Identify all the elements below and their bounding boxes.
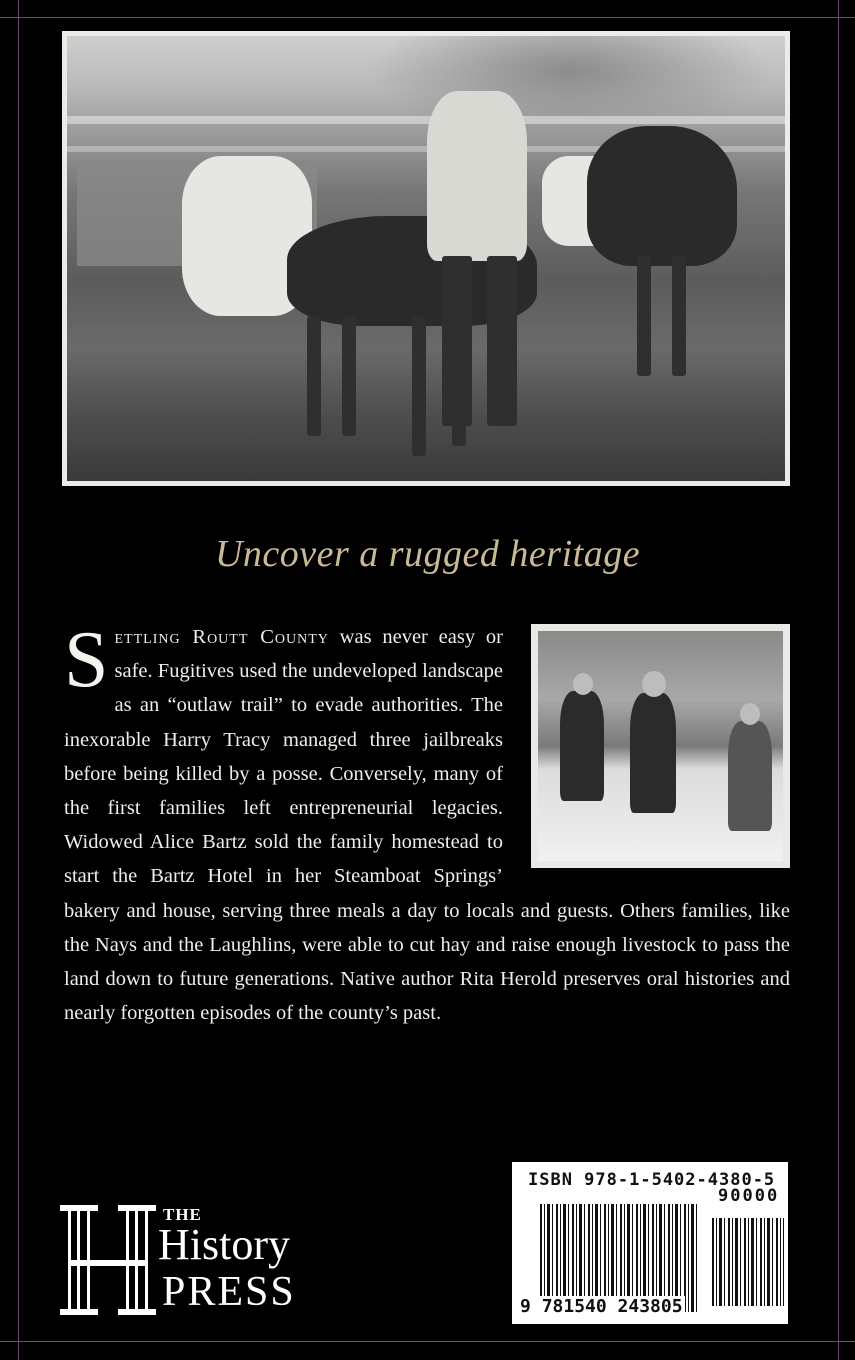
inset-photo [531,624,790,868]
logo-history: History [158,1220,290,1269]
fence-rail [67,116,785,124]
logo-crossbar [68,1260,148,1266]
ean-digits [520,1296,685,1317]
trim-line-top [0,17,855,18]
inset-photo-image [538,631,783,861]
isbn-barcode [512,1162,788,1324]
mule-leg [307,316,321,436]
trim-line-left [18,0,19,1360]
logo-press: PRESS [162,1269,296,1315]
child-middle [630,693,676,813]
isbn-label: ISBN 978-1-5402-4380-5 [528,1170,776,1190]
tagline: Uncover a rugged heritage [214,533,641,575]
publisher-logo [58,1205,348,1320]
mule-back [587,126,737,266]
ean-prefix: 9 [520,1296,531,1317]
mule-leg [342,316,356,436]
blurb-body: was never easy or safe. Fugitives used the undeveloped landscape as an “outlaw trail” to evade authorities. The inexorable Harry Tracy managed three jailbreaks before being killed by a posse. Conversely, many of the first families left entrepreneurial legacies. Widowed Alice Bartz sold the family homestead to start the Bartz Hotel in her Steamboat Springs’ bakery and house, serving three meals a day to locals and guests. Others families, like the Nays and the Laughlins, were able to cut hay and raise enough livestock to pass the land down to future generations. Native author Rita Herold preserves oral histories and nearly forgotten episodes of the county’s past. [64,626,790,1025]
trim-line-right [838,0,839,1360]
logo-base [118,1309,156,1315]
addon-bars-icon [712,1218,784,1306]
logo-the: THE [163,1205,202,1224]
lead-smallcaps: ettling Routt County [114,626,329,648]
mule-leg [672,256,686,376]
man-leg [442,256,472,426]
trim-line-bottom [0,1341,855,1342]
logo-base [60,1309,98,1315]
man-leg [487,256,517,426]
mule-leg [637,256,651,376]
main-photo [62,31,790,486]
blurb-text [64,616,790,1030]
price-addon: 90000 [718,1186,780,1206]
main-photo-image [67,36,785,481]
child-left [560,691,604,801]
mule-leg [412,316,426,456]
child-head [573,673,593,695]
child-head [740,703,760,725]
child-right [728,721,772,831]
drop-cap: S [64,616,109,704]
child-head [642,671,666,697]
logo-h-mark-icon [58,1205,158,1315]
man-figure [427,91,527,261]
ean-number: 781540 243805 [541,1296,683,1317]
